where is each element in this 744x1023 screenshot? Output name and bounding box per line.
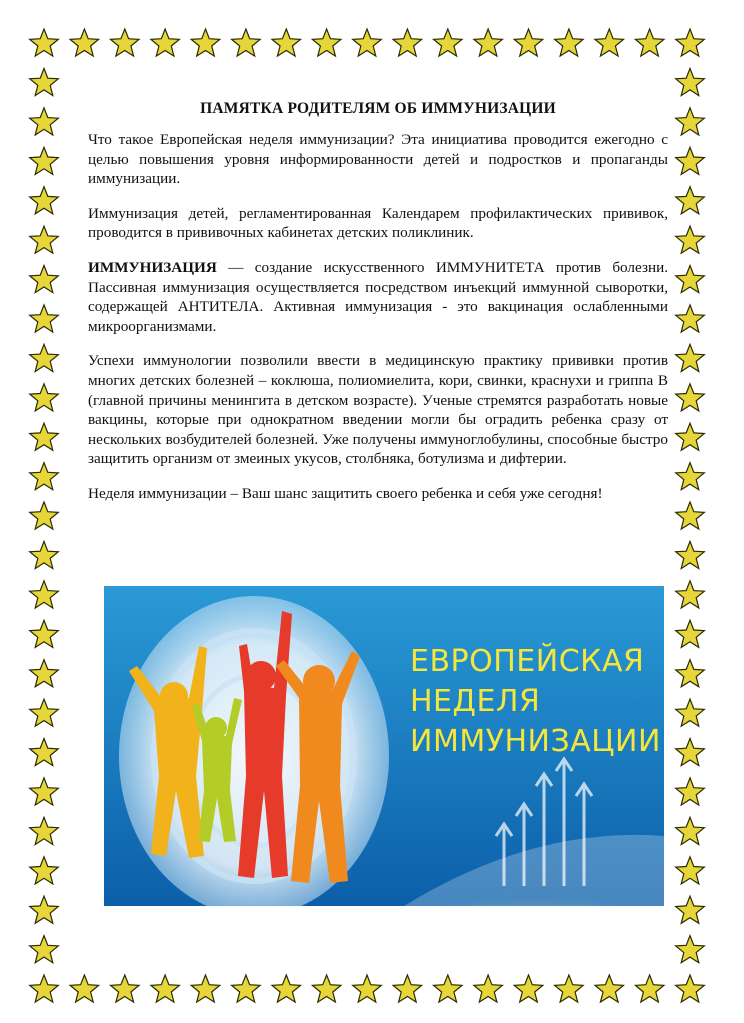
star-icon [111, 29, 140, 56]
star-icon [595, 29, 624, 56]
star-icon [635, 975, 664, 1002]
star-icon [434, 975, 463, 1002]
star-icon [474, 29, 503, 56]
star-icon [676, 502, 705, 529]
star-icon [30, 108, 59, 135]
star-icon [30, 502, 59, 529]
star-icon [30, 344, 59, 371]
star-icon [676, 423, 705, 450]
star-icon [353, 975, 382, 1002]
star-icon [474, 975, 503, 1002]
banner-line-3: ИММУНИЗАЦИИ [410, 724, 661, 759]
star-icon [555, 29, 584, 56]
star-icon [635, 29, 664, 56]
star-icon [676, 147, 705, 174]
star-icon [30, 541, 59, 568]
paragraph-successes: Успехи иммунологии позволили ввести в медицинскую практику прививки против многих детских болезней – коклюша, полиомиелита, кори, свинки, краснухи и гриппа В (главной причины менингита в детском возрасте). Ученые стремятся разработать новые вакцины, которые при однократном введении могли бы оградить ребенка сразу от нескольких возбудителей болезней. Уже получены иммуноглобулины, способные быстро защитить организм от змеиных укусов, столбняка, ботулизма и дифтерии. [88, 352, 668, 468]
star-icon [676, 699, 705, 726]
star-icon [676, 620, 705, 647]
page-title: ПАМЯТКА РОДИТЕЛЯМ ОБ ИММУНИЗАЦИИ [200, 100, 556, 117]
star-icon [514, 29, 543, 56]
star-icon [676, 463, 705, 490]
star-icon [232, 975, 261, 1002]
star-icon [30, 266, 59, 293]
star-icon [30, 896, 59, 923]
banner-line-2: НЕДЕЛЯ [410, 684, 541, 719]
star-icon [676, 108, 705, 135]
star-icon [30, 226, 59, 253]
star-icon [676, 187, 705, 214]
star-icon [30, 975, 59, 1002]
star-icon [70, 29, 99, 56]
star-icon [30, 660, 59, 687]
star-icon [595, 975, 624, 1002]
star-icon [676, 975, 705, 1002]
star-icon [30, 817, 59, 844]
star-icon [676, 266, 705, 293]
star-icon [30, 699, 59, 726]
star-icon [676, 384, 705, 411]
star-icon [555, 975, 584, 1002]
star-icon [676, 896, 705, 923]
star-icon [434, 29, 463, 56]
banner-title [410, 642, 661, 762]
star-icon [30, 423, 59, 450]
star-icon [272, 29, 301, 56]
star-icon [353, 29, 382, 56]
term-immunization: ИММУНИЗАЦИЯ [88, 258, 217, 276]
star-icon [676, 817, 705, 844]
banner-line-1: ЕВРОПЕЙСКАЯ [410, 644, 645, 679]
star-icon [676, 29, 705, 56]
star-icon [676, 660, 705, 687]
star-icon [676, 857, 705, 884]
star-icon [514, 975, 543, 1002]
star-icon [70, 975, 99, 1002]
star-icon [393, 29, 422, 56]
paragraph-closing: Неделя иммунизации – Ваш шанс защитить своего ребенка и себя уже сегодня! [88, 484, 603, 502]
star-icon [30, 463, 59, 490]
star-icon [191, 29, 220, 56]
star-icon [676, 581, 705, 608]
star-icon [676, 68, 705, 95]
star-icon [111, 975, 140, 1002]
star-icon [151, 975, 180, 1002]
star-icon [30, 384, 59, 411]
star-icon [676, 739, 705, 766]
star-icon [191, 975, 220, 1002]
definition-text: — создание искусственного ИММУНИТЕТА против болезни. Пассивная иммунизация осуществляется посредством инъекций иммунной сыворотки, содержащей АНТИТЕЛА. Активная иммунизация - это вакцинация ослабленными микроорганизмами. [88, 258, 668, 335]
star-icon [30, 68, 59, 95]
star-icon [30, 778, 59, 805]
star-icon [676, 305, 705, 332]
star-icon [676, 541, 705, 568]
star-icon [30, 305, 59, 332]
star-icon [676, 778, 705, 805]
star-icon [232, 29, 261, 56]
paragraph-calendar: Иммунизация детей, регламентированная Календарем профилактических прививок, проводится в прививочных кабинетах детских поликлиник. [88, 204, 668, 242]
star-icon [312, 29, 341, 56]
star-icon [30, 187, 59, 214]
star-icon [676, 936, 705, 963]
immunization-week-banner [104, 586, 664, 906]
star-icon [312, 975, 341, 1002]
star-icon [30, 620, 59, 647]
star-icon [393, 975, 422, 1002]
star-icon [30, 581, 59, 608]
star-icon [30, 147, 59, 174]
paragraph-intro: Что такое Европейская неделя иммунизации? Эта инициатива проводится ежегодно с целью повышения уровня информированности детей и подростков и пропаганды иммунизации. [88, 131, 668, 188]
star-icon [272, 975, 301, 1002]
paragraph-definition [88, 258, 668, 336]
star-icon [676, 226, 705, 253]
document-body [88, 100, 668, 519]
star-icon [30, 739, 59, 766]
star-icon [30, 857, 59, 884]
star-icon [151, 29, 180, 56]
star-icon [676, 344, 705, 371]
star-icon [30, 936, 59, 963]
star-icon [30, 29, 59, 56]
